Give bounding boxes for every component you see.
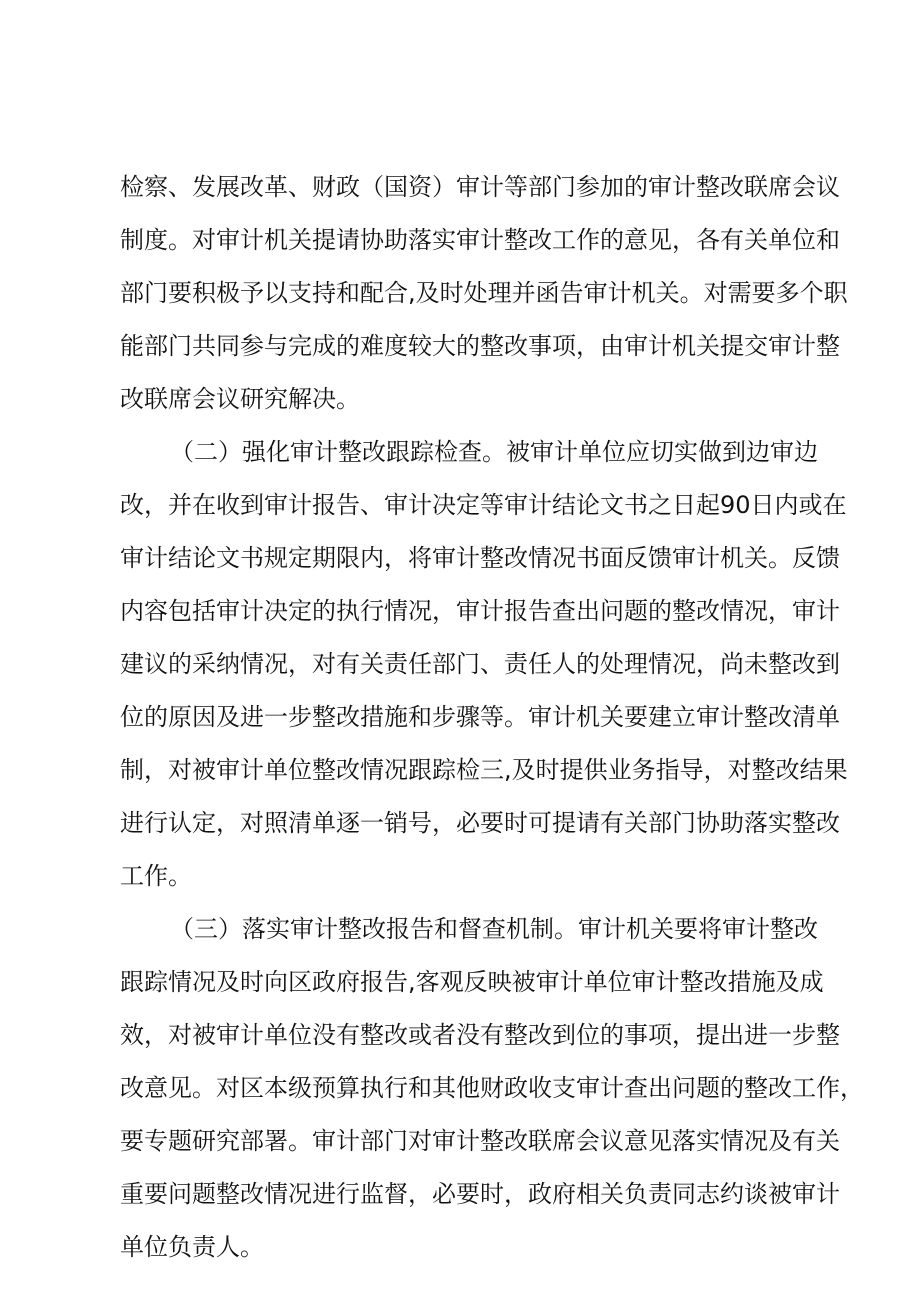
text-line: 检察、发展改革、财政（国资）审计等部门参加的审计整改联席会议 — [120, 173, 840, 201]
text-line: 制度。对审计机关提请协助落实审计整改工作的意见，各有关单位和 — [120, 226, 840, 254]
text-line: 审计结论文书规定期限内，将审计整改情况书面反馈审计机关。反馈 — [120, 544, 840, 572]
text-line: 改，并在收到审计报告、审计决定等审计结论文书之日起90日内或在 — [120, 491, 847, 519]
text-line: 改意见。对区本级预算执行和其他财政收支审计查出问题的整改工作， — [120, 1074, 864, 1102]
text-line: 要专题研究部署。审计部门对审计整改联席会议意见落实情况及有关 — [120, 1127, 840, 1155]
text-line: 制，对被审计单位整改情况跟踪检三,及时提供业务指导，对整改结果 — [120, 756, 848, 784]
text-line: 能部门共同参与完成的难度较大的整改事项，由审计机关提交审计整 — [120, 332, 840, 360]
text-line: 效，对被审计单位没有整改或者没有整改到位的事项，提出进一步整 — [120, 1021, 840, 1049]
text-line: 位的原因及进一步整改措施和步骤等。审计机关要建立审计整改清单 — [120, 703, 840, 731]
text-line: 进行认定，对照清单逐一销号，必要时可提请有关部门协助落实整改 — [120, 809, 840, 837]
section-heading-line: （三）落实审计整改报告和督查机制。审计机关要将审计整改 — [170, 915, 818, 943]
text-line: 工作。 — [120, 862, 192, 890]
text-line: 内容包括审计决定的执行情况，审计报告查出问题的整改情况，审计 — [120, 597, 840, 625]
section-heading-line: （二）强化审计整改跟踪检查。被审计单位应切实做到边审边 — [170, 438, 818, 466]
text-line: 跟踪情况及时向区政府报告,客观反映被审计单位审计整改措施及成 — [120, 968, 824, 996]
text-line: 部门要积极予以支持和配合,及时处理并函告审计机关。对需要多个职 — [120, 279, 848, 307]
text-line: 单位负责人。 — [120, 1233, 264, 1261]
text-line: 重要问题整改情况进行监督，必要时，政府相关负责同志约谈被审计 — [120, 1180, 840, 1208]
text-line: 改联席会议研究解决。 — [120, 385, 360, 413]
text-line: 建议的采纳情况，对有关责任部门、责任人的处理情况，尚未整改到 — [120, 650, 840, 678]
